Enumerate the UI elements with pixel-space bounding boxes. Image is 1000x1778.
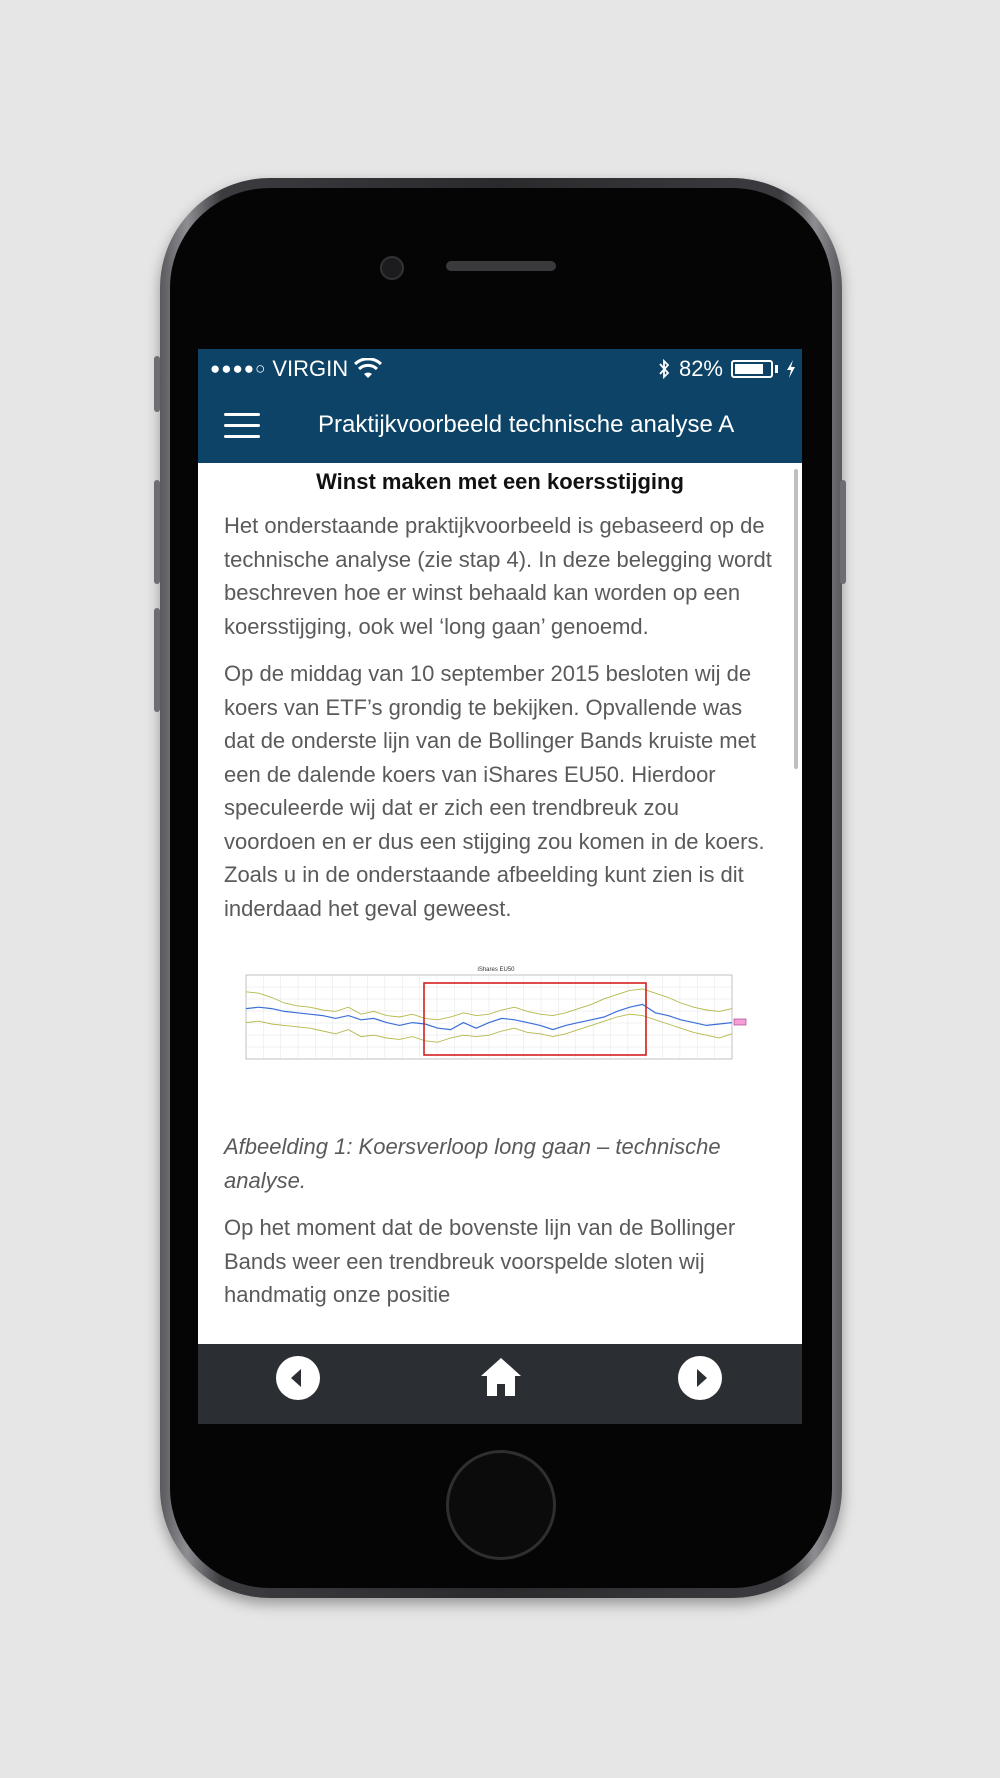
hamburger-menu-icon[interactable] [224,413,260,439]
front-camera [380,256,404,280]
charging-icon [786,360,796,378]
article-heading: Winst maken met een koersstijging [316,469,684,494]
bottom-navigation [198,1344,802,1424]
figure-caption: Afbeelding 1: Koersverloop long gaan – technische analyse. [224,1134,721,1193]
battery-level [735,364,763,374]
previous-button[interactable] [276,1356,320,1400]
phone-screen [198,349,802,1424]
article-content[interactable] [198,463,802,1344]
volume-up-button [154,480,160,584]
app-header [198,389,802,463]
status-bar [198,349,802,389]
scrollbar[interactable] [794,469,798,769]
signal-strength: ●●●●○ [210,359,267,378]
page-title: Praktijkvoorbeeld technische analyse A [318,411,735,438]
article-paragraph-3: Op het moment dat de bovenste lijn van de Bollinger Bands weer een trendbreuk voorspelde sloten wij handmatig onze positie [224,1215,736,1307]
volume-down-button [154,608,160,712]
home-button[interactable] [478,1354,524,1400]
bluetooth-icon [657,358,671,380]
earpiece-speaker [446,261,556,271]
next-button[interactable] [678,1356,722,1400]
chevron-left-icon [276,1356,320,1400]
mute-switch [154,356,160,412]
current-price-marker [734,1019,746,1025]
carrier-name: VIRGIN [272,356,349,381]
chevron-right-icon [678,1356,722,1400]
phone-home-button[interactable] [446,1450,556,1560]
battery-tip [775,365,778,373]
article-paragraph-2: Op de middag van 10 september 2015 besloten wij de koers van ETF’s grondig te bekijken. Opvallende was dat de onderste lijn van de Bollinger Bands kruiste met een de dalende koers van iShares EU50. Hierdoor speculeerde wij dat er zich een trendbreuk zou voordoen en er dus een stijging zou komen in de koers. Zoals u in de onderstaande afbeelding kunt zien is dit inderdaad het geval geweest. [224,661,765,921]
home-icon [478,1354,524,1400]
power-button [840,480,846,584]
battery-icon [731,360,773,378]
price-chart-figure [244,965,754,1075]
wifi-icon [354,358,382,380]
article-paragraph-1: Het onderstaande praktijkvoorbeeld is gebaseerd op de technische analyse (zie stap 4). In deze belegging wordt beschreven hoe er winst behaald kan worden op een koersstijging, ook wel ‘long gaan’ genoemd. [224,513,772,639]
chart-title: iShares EU50 [477,967,515,973]
battery-percentage: 82% [678,356,723,381]
